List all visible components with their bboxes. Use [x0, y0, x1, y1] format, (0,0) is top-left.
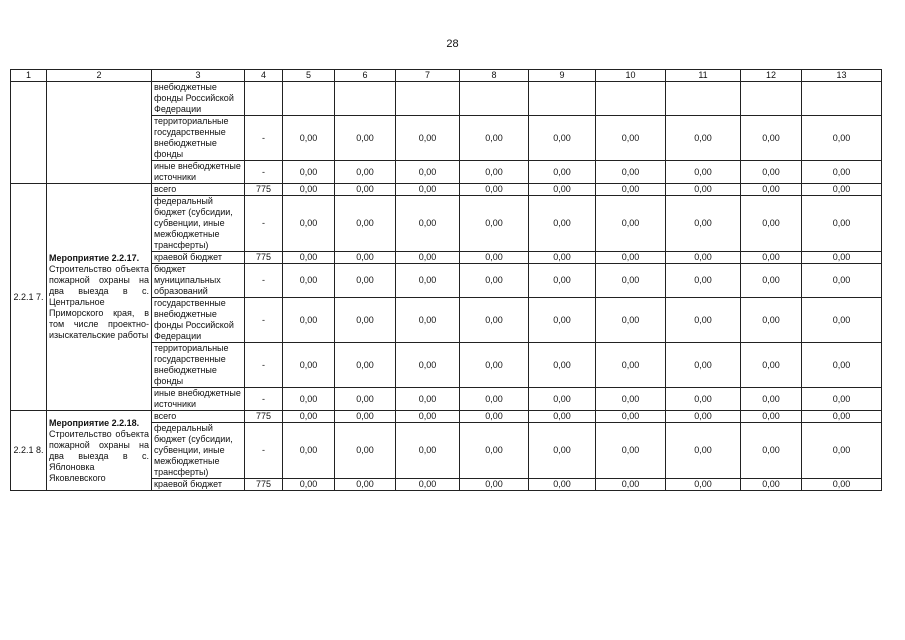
- value-cell: 0,00: [802, 343, 882, 388]
- value-cell: 0,00: [283, 388, 335, 411]
- row-code-col4: -: [245, 298, 283, 343]
- value-cell: 0,00: [529, 264, 596, 298]
- value-cell: 0,00: [802, 196, 882, 252]
- value-cell: 0,00: [741, 479, 802, 491]
- measure-text: Строительство объекта пожарной охраны на два выезда в с. Центральное Приморского края, в том числе проектно-изыскательские работы: [49, 264, 149, 340]
- value-cell: 0,00: [460, 411, 529, 423]
- value-cell: 0,00: [666, 264, 741, 298]
- value-cell: 0,00: [335, 388, 396, 411]
- value-cell: [596, 82, 666, 116]
- value-cell: 0,00: [396, 423, 460, 479]
- value-cell: 0,00: [335, 196, 396, 252]
- row-code-col4: -: [245, 423, 283, 479]
- value-cell: 0,00: [596, 423, 666, 479]
- row-code-col4: -: [245, 388, 283, 411]
- value-cell: 0,00: [802, 161, 882, 184]
- measure-cell-empty: [47, 82, 152, 184]
- column-header-12: 12: [741, 70, 802, 82]
- value-cell: 0,00: [596, 264, 666, 298]
- value-cell: 0,00: [741, 411, 802, 423]
- row-code-col4: -: [245, 343, 283, 388]
- value-cell: 0,00: [802, 116, 882, 161]
- code-cell-empty: [11, 82, 47, 184]
- value-cell: [396, 82, 460, 116]
- value-cell: 0,00: [741, 116, 802, 161]
- table-row: [11, 184, 882, 196]
- value-cell: 0,00: [666, 161, 741, 184]
- value-cell: 0,00: [335, 161, 396, 184]
- measure-title: Мероприятие 2.2.18.: [49, 417, 140, 428]
- value-cell: 0,00: [596, 161, 666, 184]
- table-row: [11, 82, 882, 116]
- value-cell: 0,00: [529, 116, 596, 161]
- funding-source: территориальные государственные внебюджетные фонды: [152, 343, 245, 388]
- funding-source: иные внебюджетные источники: [152, 161, 245, 184]
- value-cell: 0,00: [666, 184, 741, 196]
- page-number: 28: [446, 38, 459, 50]
- value-cell: 0,00: [283, 423, 335, 479]
- value-cell: 0,00: [283, 161, 335, 184]
- column-header-3: 3: [152, 70, 245, 82]
- value-cell: 0,00: [666, 343, 741, 388]
- value-cell: 0,00: [460, 161, 529, 184]
- measure-description: [47, 184, 152, 411]
- value-cell: 0,00: [460, 298, 529, 343]
- value-cell: 0,00: [802, 298, 882, 343]
- value-cell: 0,00: [741, 298, 802, 343]
- column-header-7: 7: [396, 70, 460, 82]
- value-cell: 0,00: [283, 343, 335, 388]
- column-header-4: 4: [245, 70, 283, 82]
- value-cell: [802, 82, 882, 116]
- value-cell: 0,00: [529, 411, 596, 423]
- value-cell: 0,00: [596, 196, 666, 252]
- column-header-2: 2: [47, 70, 152, 82]
- value-cell: 0,00: [596, 388, 666, 411]
- column-header-8: 8: [460, 70, 529, 82]
- value-cell: 0,00: [741, 388, 802, 411]
- value-cell: 0,00: [335, 184, 396, 196]
- value-cell: [666, 82, 741, 116]
- value-cell: 0,00: [741, 252, 802, 264]
- value-cell: 0,00: [396, 116, 460, 161]
- value-cell: 0,00: [335, 479, 396, 491]
- value-cell: 0,00: [529, 423, 596, 479]
- row-code-col4: [245, 82, 283, 116]
- column-header-1: 1: [11, 70, 47, 82]
- column-header-9: 9: [529, 70, 596, 82]
- row-code-col4: -: [245, 116, 283, 161]
- funding-source: государственные внебюджетные фонды Российской Федерации: [152, 298, 245, 343]
- table-header: [11, 70, 882, 82]
- value-cell: 0,00: [596, 184, 666, 196]
- row-code-col4: 775: [245, 411, 283, 423]
- value-cell: 0,00: [283, 196, 335, 252]
- funding-source: федеральный бюджет (субсидии, субвенции, иные межбюджетные трансферты): [152, 196, 245, 252]
- value-cell: 0,00: [460, 388, 529, 411]
- value-cell: 0,00: [335, 252, 396, 264]
- value-cell: 0,00: [741, 423, 802, 479]
- value-cell: 0,00: [666, 479, 741, 491]
- value-cell: 0,00: [802, 252, 882, 264]
- value-cell: 0,00: [529, 252, 596, 264]
- value-cell: 0,00: [666, 196, 741, 252]
- value-cell: 0,00: [283, 252, 335, 264]
- value-cell: 0,00: [741, 343, 802, 388]
- funding-source: всего: [152, 411, 245, 423]
- row-code-col4: 775: [245, 252, 283, 264]
- value-cell: 0,00: [596, 411, 666, 423]
- value-cell: 0,00: [802, 423, 882, 479]
- column-header-5: 5: [283, 70, 335, 82]
- funding-source: краевой бюджет: [152, 479, 245, 491]
- value-cell: 0,00: [460, 479, 529, 491]
- funding-source: территориальные государственные внебюджетные фонды: [152, 116, 245, 161]
- column-header-6: 6: [335, 70, 396, 82]
- value-cell: 0,00: [335, 411, 396, 423]
- value-cell: [460, 82, 529, 116]
- measure-code: 2.2.1 8.: [11, 411, 47, 491]
- value-cell: 0,00: [529, 184, 596, 196]
- funding-source: всего: [152, 184, 245, 196]
- value-cell: 0,00: [596, 116, 666, 161]
- value-cell: 0,00: [283, 184, 335, 196]
- measure-description: [47, 411, 152, 491]
- value-cell: 0,00: [335, 423, 396, 479]
- value-cell: 0,00: [396, 343, 460, 388]
- value-cell: 0,00: [283, 264, 335, 298]
- value-cell: 0,00: [741, 161, 802, 184]
- value-cell: 0,00: [396, 184, 460, 196]
- value-cell: 0,00: [335, 116, 396, 161]
- value-cell: 0,00: [529, 343, 596, 388]
- value-cell: 0,00: [396, 252, 460, 264]
- value-cell: 0,00: [283, 479, 335, 491]
- value-cell: [741, 82, 802, 116]
- funding-source: иные внебюджетные источники: [152, 388, 245, 411]
- value-cell: 0,00: [802, 264, 882, 298]
- value-cell: 0,00: [529, 388, 596, 411]
- value-cell: 0,00: [802, 184, 882, 196]
- value-cell: 0,00: [460, 343, 529, 388]
- budget-table: [10, 69, 882, 491]
- value-cell: 0,00: [460, 196, 529, 252]
- value-cell: 0,00: [529, 298, 596, 343]
- value-cell: 0,00: [666, 388, 741, 411]
- value-cell: 0,00: [741, 196, 802, 252]
- row-code-col4: 775: [245, 184, 283, 196]
- value-cell: [283, 82, 335, 116]
- value-cell: 0,00: [396, 161, 460, 184]
- value-cell: 0,00: [460, 116, 529, 161]
- row-code-col4: -: [245, 161, 283, 184]
- table-body: [11, 82, 882, 491]
- value-cell: 0,00: [666, 116, 741, 161]
- column-header-11: 11: [666, 70, 741, 82]
- value-cell: 0,00: [396, 411, 460, 423]
- value-cell: 0,00: [802, 479, 882, 491]
- measure-text: Строительство объекта пожарной охраны на два выезда в с. Яблоновка Яковлевского: [49, 428, 149, 483]
- value-cell: 0,00: [741, 184, 802, 196]
- value-cell: 0,00: [802, 411, 882, 423]
- funding-source: краевой бюджет: [152, 252, 245, 264]
- value-cell: 0,00: [596, 479, 666, 491]
- header-row: [11, 70, 882, 82]
- value-cell: 0,00: [460, 252, 529, 264]
- value-cell: 0,00: [396, 196, 460, 252]
- value-cell: 0,00: [802, 388, 882, 411]
- value-cell: 0,00: [666, 411, 741, 423]
- value-cell: 0,00: [529, 161, 596, 184]
- table-row: [11, 411, 882, 423]
- value-cell: 0,00: [666, 423, 741, 479]
- row-code-col4: 775: [245, 479, 283, 491]
- value-cell: 0,00: [596, 298, 666, 343]
- row-code-col4: -: [245, 264, 283, 298]
- measure-title: Мероприятие 2.2.17.: [49, 253, 140, 263]
- column-header-13: 13: [802, 70, 882, 82]
- measure-code: 2.2.1 7.: [11, 184, 47, 411]
- value-cell: 0,00: [283, 298, 335, 343]
- value-cell: [529, 82, 596, 116]
- value-cell: 0,00: [529, 196, 596, 252]
- value-cell: 0,00: [396, 388, 460, 411]
- value-cell: 0,00: [335, 298, 396, 343]
- column-header-10: 10: [596, 70, 666, 82]
- value-cell: 0,00: [596, 343, 666, 388]
- value-cell: [335, 82, 396, 116]
- value-cell: 0,00: [283, 116, 335, 161]
- value-cell: 0,00: [335, 343, 396, 388]
- funding-source: бюджет муниципальных образований: [152, 264, 245, 298]
- value-cell: 0,00: [283, 411, 335, 423]
- value-cell: 0,00: [666, 252, 741, 264]
- value-cell: 0,00: [396, 479, 460, 491]
- value-cell: 0,00: [396, 264, 460, 298]
- funding-source: федеральный бюджет (субсидии, субвенции, иные межбюджетные трансферты): [152, 423, 245, 479]
- funding-source: внебюджетные фонды Российской Федерации: [152, 82, 245, 116]
- value-cell: 0,00: [460, 423, 529, 479]
- value-cell: 0,00: [596, 252, 666, 264]
- value-cell: 0,00: [396, 298, 460, 343]
- value-cell: 0,00: [529, 479, 596, 491]
- value-cell: 0,00: [460, 264, 529, 298]
- row-code-col4: -: [245, 196, 283, 252]
- value-cell: 0,00: [741, 264, 802, 298]
- value-cell: 0,00: [460, 184, 529, 196]
- value-cell: 0,00: [666, 298, 741, 343]
- value-cell: 0,00: [335, 264, 396, 298]
